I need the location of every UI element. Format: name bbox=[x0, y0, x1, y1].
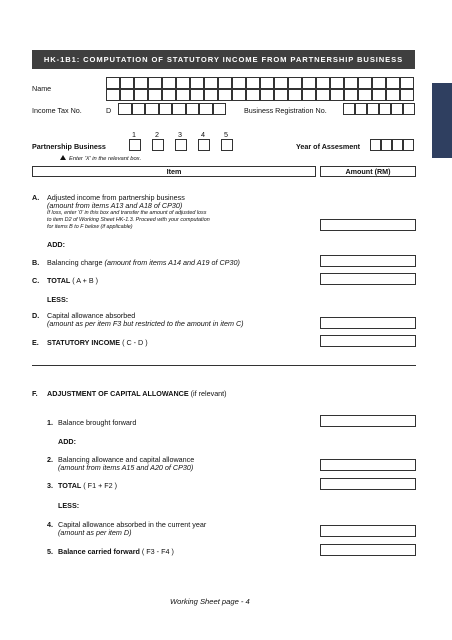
input-box-cell[interactable] bbox=[330, 77, 344, 89]
input-box-cell[interactable] bbox=[148, 89, 162, 101]
section-c-title: TOTAL bbox=[47, 276, 71, 285]
section-f-letter: F. bbox=[32, 389, 38, 398]
section-e-formula: ( C - D ) bbox=[122, 338, 148, 347]
section-c-text bbox=[47, 276, 98, 285]
amount-input-f4[interactable] bbox=[320, 525, 416, 537]
partnership-business-checkbox[interactable] bbox=[175, 139, 187, 151]
input-box-cell[interactable] bbox=[274, 89, 288, 101]
page-footer: Working Sheet page - 4 bbox=[170, 597, 250, 606]
less-label-2: LESS: bbox=[58, 501, 80, 510]
f3-title: TOTAL bbox=[58, 481, 82, 490]
input-box-cell[interactable] bbox=[400, 77, 414, 89]
name-input-boxes[interactable] bbox=[106, 77, 414, 89]
input-box-cell[interactable] bbox=[386, 77, 400, 89]
input-box-cell[interactable] bbox=[186, 103, 200, 115]
input-box-cell[interactable] bbox=[162, 89, 176, 101]
f5-title: Balance carried forward bbox=[58, 547, 140, 556]
input-box-cell[interactable] bbox=[316, 77, 330, 89]
f5-text bbox=[58, 547, 174, 556]
input-box-cell[interactable] bbox=[288, 89, 302, 101]
section-b-subtitle: (amount from items A14 and A19 of CP30) bbox=[104, 258, 240, 267]
f1-title: Balance brought forward bbox=[58, 418, 137, 427]
income-tax-label: Income Tax No. bbox=[32, 106, 82, 115]
input-box-cell[interactable] bbox=[232, 89, 246, 101]
input-box-cell[interactable] bbox=[344, 89, 358, 101]
name-input-boxes-row2[interactable] bbox=[106, 89, 414, 101]
input-box-cell[interactable] bbox=[106, 89, 120, 101]
income-tax-prefix: D bbox=[106, 106, 112, 115]
input-box-cell[interactable] bbox=[134, 77, 148, 89]
input-box-cell[interactable] bbox=[260, 77, 274, 89]
amount-input-d[interactable] bbox=[320, 317, 416, 329]
section-f-suffix: (if relevant) bbox=[190, 389, 227, 398]
input-box-cell[interactable] bbox=[386, 89, 400, 101]
section-b-letter: B. bbox=[32, 258, 40, 267]
input-box-cell[interactable] bbox=[204, 89, 218, 101]
input-box-cell[interactable] bbox=[392, 139, 403, 151]
section-a-subtitle: (amount from items A13 and A18 of CP30) bbox=[47, 201, 183, 210]
f1-number: 1. bbox=[47, 418, 53, 427]
year-of-assessment-label: Year of Assesment bbox=[296, 142, 361, 151]
input-box-cell[interactable] bbox=[330, 89, 344, 101]
amount-input-f5[interactable] bbox=[320, 544, 416, 556]
section-a-note-3: for items B to F below (if applicable) bbox=[47, 224, 133, 230]
input-box-cell[interactable] bbox=[118, 103, 132, 115]
input-box-cell[interactable] bbox=[355, 103, 367, 115]
input-box-cell[interactable] bbox=[367, 103, 379, 115]
input-box-cell[interactable] bbox=[246, 89, 260, 101]
input-box-cell[interactable] bbox=[190, 89, 204, 101]
amount-input-c[interactable] bbox=[320, 273, 416, 285]
input-box-cell[interactable] bbox=[132, 103, 146, 115]
section-e-title: STATUTORY INCOME bbox=[47, 338, 121, 347]
name-label: Name bbox=[32, 84, 52, 93]
input-box-cell[interactable] bbox=[218, 77, 232, 89]
section-f-heading bbox=[47, 389, 227, 398]
input-box-cell[interactable] bbox=[372, 89, 386, 101]
input-box-cell[interactable] bbox=[162, 77, 176, 89]
section-side-tab bbox=[432, 83, 452, 158]
input-box-cell[interactable] bbox=[213, 103, 227, 115]
input-box-cell[interactable] bbox=[344, 77, 358, 89]
input-box-cell[interactable] bbox=[172, 103, 186, 115]
f4-number: 4. bbox=[47, 520, 53, 529]
partnership-business-checkbox[interactable] bbox=[152, 139, 164, 151]
partnership-business-checkbox[interactable] bbox=[198, 139, 210, 151]
section-b-text bbox=[47, 258, 240, 267]
input-box-cell[interactable] bbox=[288, 77, 302, 89]
input-box-cell[interactable] bbox=[176, 89, 190, 101]
input-box-cell[interactable] bbox=[381, 139, 392, 151]
f4-subtitle: (amount as per item D) bbox=[58, 528, 132, 537]
pointer-triangle-icon bbox=[60, 155, 66, 160]
f2-number: 2. bbox=[47, 455, 53, 464]
less-label-1: LESS: bbox=[47, 295, 69, 304]
input-box-cell[interactable] bbox=[400, 89, 414, 101]
partnership-number-label: 4 bbox=[201, 130, 205, 139]
input-box-cell[interactable] bbox=[148, 77, 162, 89]
input-box-cell[interactable] bbox=[134, 89, 148, 101]
f3-formula: ( F1 + F2 ) bbox=[83, 481, 118, 490]
section-e-letter: E. bbox=[32, 338, 39, 347]
input-box-cell[interactable] bbox=[199, 103, 213, 115]
partnership-number-label: 2 bbox=[155, 130, 159, 139]
f4-title: Capital allowance absorbed in the current year bbox=[58, 520, 207, 529]
input-box-cell[interactable] bbox=[302, 77, 316, 89]
input-box-cell[interactable] bbox=[120, 77, 134, 89]
amount-input-f1[interactable] bbox=[320, 415, 416, 427]
partnership-number-label: 5 bbox=[224, 130, 228, 139]
section-divider bbox=[32, 365, 416, 366]
input-box-cell[interactable] bbox=[204, 77, 218, 89]
amount-input-a[interactable] bbox=[320, 219, 416, 231]
business-registration-label: Business Registration No. bbox=[244, 106, 327, 115]
input-box-cell[interactable] bbox=[176, 77, 190, 89]
section-f-title: ADJUSTMENT OF CAPITAL ALLOWANCE bbox=[47, 389, 189, 398]
add-label-1: ADD: bbox=[47, 240, 65, 249]
f3-text bbox=[58, 481, 117, 490]
input-box-cell[interactable] bbox=[403, 103, 415, 115]
input-box-cell[interactable] bbox=[358, 77, 372, 89]
f2-subtitle: (amount from items A15 and A20 of CP30) bbox=[58, 463, 194, 472]
amount-input-f3[interactable] bbox=[320, 478, 416, 490]
input-box-cell[interactable] bbox=[370, 139, 381, 151]
input-box-cell[interactable] bbox=[343, 103, 355, 115]
input-box-cell[interactable] bbox=[260, 89, 274, 101]
input-box-cell[interactable] bbox=[372, 77, 386, 89]
input-box-cell[interactable] bbox=[391, 103, 403, 115]
input-box-cell[interactable] bbox=[246, 77, 260, 89]
input-box-cell[interactable] bbox=[302, 89, 316, 101]
year-of-assessment-boxes[interactable] bbox=[370, 139, 414, 151]
partnership-business-checkbox[interactable] bbox=[221, 139, 233, 151]
f5-formula: ( F3 - F4 ) bbox=[141, 547, 174, 556]
partnership-number-label: 3 bbox=[178, 130, 182, 139]
input-box-cell[interactable] bbox=[145, 103, 159, 115]
section-e-text bbox=[47, 338, 148, 347]
amount-column-header: Amount (RM) bbox=[320, 166, 416, 177]
form-title-bar: HK-1B1: COMPUTATION OF STATUTORY INCOME FROM PARTNERSHIP BUSINESS bbox=[32, 50, 415, 69]
section-a-title: Adjusted income from partnership business bbox=[47, 193, 185, 202]
input-box-cell[interactable] bbox=[120, 89, 134, 101]
input-box-cell[interactable] bbox=[106, 77, 120, 89]
input-box-cell[interactable] bbox=[274, 77, 288, 89]
section-a-note-1: If loss, enter ‘0’ in this box and transfer the amount of adjusted loss bbox=[47, 210, 207, 216]
enter-x-note: Enter ‘X’ in the relevant box. bbox=[69, 156, 142, 162]
partnership-business-label: Partnership Business bbox=[32, 142, 106, 151]
section-c-letter: C. bbox=[32, 276, 40, 285]
business-registration-boxes[interactable] bbox=[343, 103, 415, 115]
add-label-2: ADD: bbox=[58, 437, 76, 446]
item-column-header: Item bbox=[32, 166, 316, 177]
income-tax-number-boxes[interactable] bbox=[118, 103, 226, 115]
section-d-subtitle: (amount as per item F3 but restricted to the amount in item C) bbox=[47, 319, 244, 328]
input-box-cell[interactable] bbox=[218, 89, 232, 101]
input-box-cell[interactable] bbox=[316, 89, 330, 101]
section-c-formula: ( A + B ) bbox=[72, 276, 99, 285]
section-d-title: Capital allowance absorbed bbox=[47, 311, 136, 320]
section-a-note-2: to item D2 of Working Sheet HK-1.3. Proceed with your computation bbox=[47, 217, 210, 223]
input-box-cell[interactable] bbox=[232, 77, 246, 89]
section-d-letter: D. bbox=[32, 311, 40, 320]
input-box-cell[interactable] bbox=[190, 77, 204, 89]
f3-number: 3. bbox=[47, 481, 53, 490]
f5-number: 5. bbox=[47, 547, 53, 556]
section-b-title: Balancing charge bbox=[47, 258, 103, 267]
input-box-cell[interactable] bbox=[379, 103, 391, 115]
partnership-number-label: 1 bbox=[132, 130, 136, 139]
amount-input-b[interactable] bbox=[320, 255, 416, 267]
input-box-cell[interactable] bbox=[358, 89, 372, 101]
amount-input-f2[interactable] bbox=[320, 459, 416, 471]
partnership-business-checkbox[interactable] bbox=[129, 139, 141, 151]
input-box-cell[interactable] bbox=[159, 103, 173, 115]
f2-title: Balancing allowance and capital allowance bbox=[58, 455, 195, 464]
section-a-letter: A. bbox=[32, 193, 40, 202]
input-box-cell[interactable] bbox=[403, 139, 414, 151]
amount-input-e[interactable] bbox=[320, 335, 416, 347]
